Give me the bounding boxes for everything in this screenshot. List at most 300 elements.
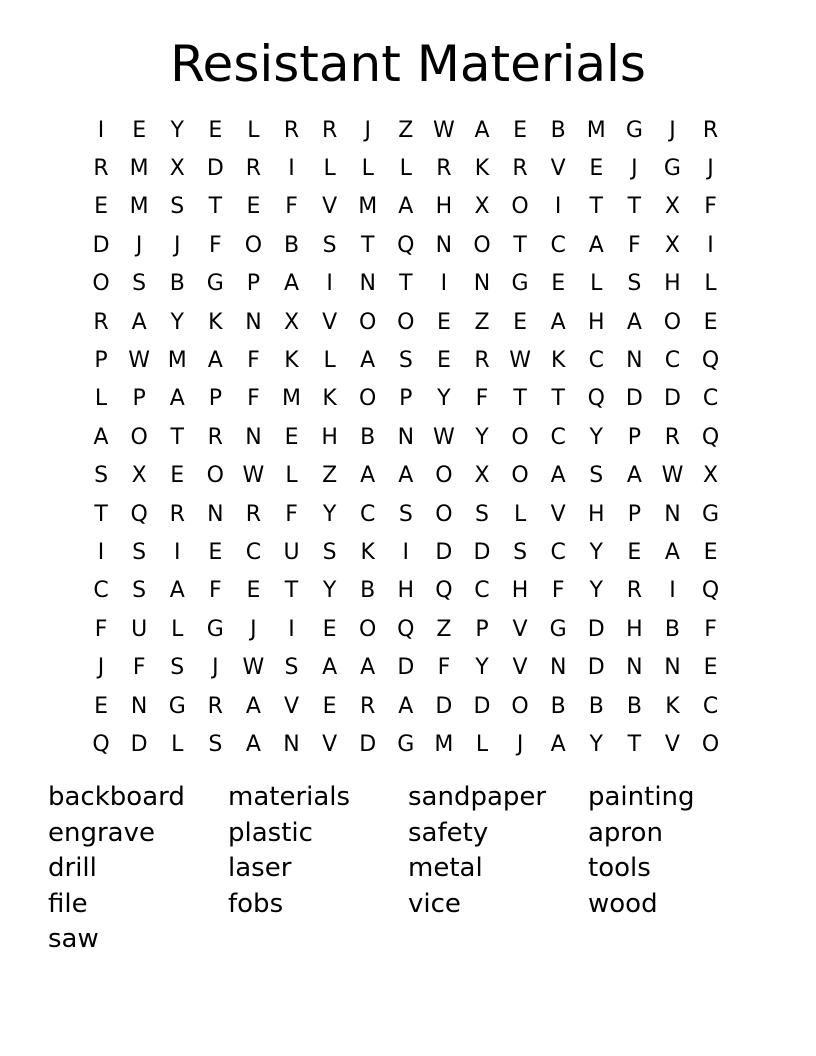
grid-letter[interactable]: R: [436, 156, 452, 182]
grid-letter[interactable]: Q: [435, 578, 453, 604]
grid-letter[interactable]: T: [627, 194, 642, 220]
grid-letter[interactable]: O: [206, 463, 224, 489]
grid-letter[interactable]: O: [92, 271, 110, 297]
grid-letter[interactable]: H: [511, 578, 529, 604]
grid-letter[interactable]: I: [288, 616, 295, 642]
grid-letter[interactable]: K: [550, 348, 566, 374]
grid-letter[interactable]: G: [168, 693, 186, 719]
grid-letter[interactable]: E: [170, 463, 185, 489]
grid-letter[interactable]: C: [588, 348, 604, 374]
grid-letter[interactable]: E: [551, 271, 566, 297]
grid-letter[interactable]: B: [360, 578, 376, 604]
grid-letter[interactable]: Q: [587, 386, 605, 412]
grid-letter[interactable]: S: [170, 655, 185, 681]
grid-letter[interactable]: B: [283, 232, 300, 258]
grid-letter[interactable]: I: [707, 232, 714, 258]
grid-letter[interactable]: A: [360, 348, 376, 374]
grid-letter[interactable]: F: [247, 386, 260, 412]
grid-letter[interactable]: R: [360, 693, 376, 719]
grid-letter[interactable]: E: [436, 348, 451, 374]
grid-letter[interactable]: H: [321, 424, 338, 450]
grid-letter[interactable]: S: [132, 271, 147, 297]
grid-letter[interactable]: T: [589, 194, 603, 220]
grid-letter[interactable]: E: [513, 117, 528, 143]
grid-letter[interactable]: E: [322, 616, 337, 642]
grid-row: [82, 149, 730, 187]
grid-letter[interactable]: I: [173, 539, 181, 565]
grid-letter[interactable]: D: [625, 386, 643, 412]
grid-letter[interactable]: T: [627, 731, 642, 757]
grid-letter[interactable]: A: [474, 117, 490, 143]
grid-letter[interactable]: L: [323, 156, 336, 182]
grid-letter[interactable]: R: [93, 309, 109, 335]
grid-letter[interactable]: K: [322, 386, 337, 412]
grid-letter[interactable]: R: [169, 501, 185, 527]
grid-letter[interactable]: N: [397, 424, 415, 450]
grid-letter[interactable]: X: [169, 156, 185, 182]
grid-letter[interactable]: M: [282, 386, 301, 412]
grid-letter[interactable]: I: [440, 271, 448, 297]
grid-letter[interactable]: W: [661, 463, 684, 489]
grid-letter[interactable]: V: [322, 731, 338, 757]
grid-letter[interactable]: D: [587, 616, 605, 642]
grid-letter[interactable]: S: [627, 271, 642, 297]
grid-letter[interactable]: D: [130, 731, 148, 757]
grid-letter[interactable]: E: [208, 539, 223, 565]
grid-letter[interactable]: A: [245, 731, 261, 757]
grid-letter[interactable]: L: [399, 156, 412, 182]
grid-letter[interactable]: F: [628, 232, 641, 258]
grid-letter[interactable]: V: [512, 616, 528, 642]
grid-letter[interactable]: Z: [398, 117, 414, 143]
grid-letter[interactable]: S: [513, 539, 528, 565]
grid-letter[interactable]: K: [360, 539, 375, 565]
grid-letter[interactable]: S: [398, 348, 413, 374]
grid-letter[interactable]: M: [129, 156, 149, 182]
grid-letter[interactable]: Q: [130, 501, 148, 527]
grid-letter[interactable]: E: [436, 309, 451, 335]
grid-letter[interactable]: T: [513, 232, 527, 258]
grid-letter[interactable]: J: [669, 117, 676, 143]
grid-letter[interactable]: E: [322, 693, 337, 719]
grid-letter[interactable]: C: [474, 578, 490, 604]
grid-letter[interactable]: F: [285, 501, 298, 527]
grid-letter[interactable]: T: [170, 424, 184, 450]
grid-letter[interactable]: L: [361, 156, 374, 182]
grid-letter[interactable]: J: [250, 616, 257, 642]
grid-letter[interactable]: A: [131, 309, 147, 335]
grid-letter[interactable]: D: [359, 731, 377, 757]
grid-letter[interactable]: F: [132, 655, 146, 681]
grid-letter[interactable]: F: [247, 348, 260, 374]
grid-letter[interactable]: E: [246, 578, 261, 604]
grid-letter[interactable]: N: [626, 348, 643, 374]
grid-letter[interactable]: O: [359, 309, 377, 335]
grid-letter[interactable]: E: [94, 693, 108, 719]
grid-letter[interactable]: P: [94, 348, 108, 374]
grid-letter[interactable]: L: [94, 386, 108, 412]
grid-letter[interactable]: K: [284, 348, 299, 374]
grid-letter[interactable]: W: [242, 655, 265, 681]
word-list-item: laser: [228, 853, 292, 883]
word-list-item: engrave: [48, 817, 155, 848]
grid-row: [82, 226, 730, 264]
grid-letter[interactable]: W: [128, 348, 151, 374]
grid-letter[interactable]: S: [132, 539, 147, 565]
grid-letter[interactable]: L: [513, 501, 527, 527]
grid-letter[interactable]: U: [283, 539, 300, 565]
grid-letter[interactable]: V: [664, 731, 680, 757]
word-list-item: plastic: [228, 817, 313, 848]
grid-letter[interactable]: G: [206, 616, 224, 642]
grid-letter[interactable]: O: [473, 232, 491, 258]
grid-letter[interactable]: V: [550, 156, 566, 182]
grid-letter[interactable]: E: [703, 309, 718, 335]
grid-letter[interactable]: A: [169, 386, 185, 412]
grid-letter[interactable]: E: [589, 156, 604, 182]
grid-letter[interactable]: A: [283, 271, 300, 297]
grid-letter[interactable]: S: [589, 463, 604, 489]
grid-letter[interactable]: E: [208, 117, 223, 143]
grid-letter[interactable]: J: [173, 232, 181, 258]
grid-letter[interactable]: P: [627, 501, 641, 527]
grid-letter[interactable]: G: [206, 271, 224, 297]
grid-letter[interactable]: E: [246, 194, 261, 220]
grid-letter[interactable]: Q: [701, 424, 720, 450]
grid-letter[interactable]: E: [703, 655, 718, 681]
grid-letter[interactable]: L: [323, 348, 336, 374]
grid-letter[interactable]: L: [590, 271, 603, 297]
grid-letter[interactable]: S: [475, 501, 489, 527]
grid-letter[interactable]: E: [513, 309, 528, 335]
grid-letter[interactable]: R: [245, 156, 262, 182]
grid-letter[interactable]: L: [704, 271, 717, 297]
grid-letter[interactable]: H: [626, 616, 643, 642]
grid-letter[interactable]: C: [550, 232, 566, 258]
grid-letter[interactable]: Z: [322, 463, 338, 489]
grid-letter[interactable]: F: [704, 616, 717, 642]
grid-letter[interactable]: O: [359, 616, 377, 642]
grid-letter[interactable]: I: [402, 539, 410, 565]
grid-letter[interactable]: K: [474, 156, 490, 182]
grid-letter[interactable]: A: [550, 309, 566, 335]
grid-letter[interactable]: B: [588, 693, 604, 719]
grid-letter[interactable]: O: [435, 463, 453, 489]
grid-letter[interactable]: X: [131, 463, 147, 489]
grid-row: [82, 572, 730, 610]
grid-letter[interactable]: I: [554, 194, 562, 220]
grid-letter[interactable]: D: [92, 232, 110, 258]
grid-letter[interactable]: R: [626, 578, 642, 604]
grid-letter[interactable]: N: [245, 309, 262, 335]
grid-letter[interactable]: N: [435, 232, 453, 258]
grid-letter[interactable]: Q: [701, 578, 720, 604]
grid-letter[interactable]: Y: [589, 731, 603, 757]
grid-letter[interactable]: E: [94, 194, 108, 220]
grid-letter[interactable]: T: [513, 386, 527, 412]
grid-letter[interactable]: B: [169, 271, 185, 297]
grid-letter[interactable]: J: [516, 731, 524, 757]
grid-letter[interactable]: D: [663, 386, 681, 412]
grid-letter[interactable]: J: [97, 655, 105, 681]
grid-letter[interactable]: O: [663, 309, 682, 335]
grid-letter[interactable]: I: [97, 117, 105, 143]
grid-letter[interactable]: S: [322, 232, 337, 258]
grid-letter[interactable]: A: [398, 463, 414, 489]
grid-letter[interactable]: R: [321, 117, 338, 143]
grid-letter[interactable]: S: [94, 463, 109, 489]
grid-letter[interactable]: K: [208, 309, 223, 335]
grid-letter[interactable]: J: [212, 655, 219, 681]
grid-letter[interactable]: R: [245, 501, 262, 527]
word-list-item: file: [48, 888, 88, 919]
grid-letter[interactable]: O: [130, 424, 148, 450]
grid-letter[interactable]: O: [511, 463, 529, 489]
grid-letter[interactable]: K: [665, 693, 680, 719]
grid-letter[interactable]: G: [625, 117, 643, 143]
grid-letter[interactable]: F: [209, 578, 222, 604]
grid-letter[interactable]: E: [132, 117, 147, 143]
grid-letter[interactable]: O: [244, 232, 263, 258]
grid-letter[interactable]: D: [435, 693, 453, 719]
grid-letter[interactable]: G: [702, 501, 720, 527]
grid-letter[interactable]: W: [433, 424, 455, 450]
grid-letter[interactable]: F: [475, 386, 489, 412]
grid-letter[interactable]: N: [283, 731, 300, 757]
grid-letter[interactable]: N: [473, 271, 491, 297]
grid-letter[interactable]: T: [284, 578, 299, 604]
grid-letter[interactable]: L: [285, 463, 298, 489]
grid-letter[interactable]: A: [245, 693, 261, 719]
grid-letter[interactable]: X: [664, 232, 680, 258]
grid-letter[interactable]: C: [360, 501, 376, 527]
grid-letter[interactable]: C: [93, 578, 109, 604]
grid-letter[interactable]: Y: [170, 309, 184, 335]
grid-letter[interactable]: V: [283, 693, 300, 719]
grid-letter[interactable]: T: [399, 271, 413, 297]
grid-letter[interactable]: I: [669, 578, 676, 604]
grid-letter[interactable]: Y: [322, 501, 337, 527]
grid-letter[interactable]: A: [360, 655, 376, 681]
grid-letter[interactable]: O: [511, 194, 529, 220]
grid-letter[interactable]: H: [435, 194, 453, 220]
grid-letter[interactable]: F: [437, 655, 451, 681]
grid-letter[interactable]: P: [246, 271, 261, 297]
grid-letter[interactable]: F: [285, 194, 298, 220]
grid-letter[interactable]: Y: [475, 655, 489, 681]
grid-letter[interactable]: Y: [437, 386, 451, 412]
grid-letter[interactable]: R: [93, 156, 109, 182]
grid-letter[interactable]: A: [550, 731, 566, 757]
grid-letter[interactable]: I: [97, 539, 105, 565]
grid-letter[interactable]: S: [398, 501, 413, 527]
grid-letter[interactable]: E: [703, 539, 718, 565]
grid-letter[interactable]: T: [208, 194, 223, 220]
grid-letter[interactable]: E: [284, 424, 299, 450]
grid-letter[interactable]: E: [627, 539, 642, 565]
grid-letter[interactable]: Y: [589, 578, 603, 604]
grid-letter[interactable]: C: [702, 693, 719, 719]
word-list-item: fobs: [228, 888, 284, 919]
grid-letter[interactable]: F: [209, 232, 222, 258]
grid-letter[interactable]: J: [135, 232, 143, 258]
grid-letter[interactable]: G: [549, 616, 567, 642]
grid-letter[interactable]: W: [242, 463, 265, 489]
grid-letter[interactable]: R: [702, 117, 719, 143]
grid-letter[interactable]: D: [206, 156, 224, 182]
grid-letter[interactable]: D: [473, 693, 491, 719]
grid-letter[interactable]: I: [326, 271, 333, 297]
grid-letter[interactable]: G: [663, 156, 681, 182]
grid-letter[interactable]: T: [94, 501, 108, 527]
grid-letter[interactable]: O: [511, 424, 529, 450]
grid-letter[interactable]: X: [474, 194, 490, 220]
grid-letter[interactable]: V: [550, 501, 566, 527]
grid-letter[interactable]: M: [434, 731, 454, 757]
grid-letter[interactable]: I: [288, 156, 295, 182]
grid-letter[interactable]: P: [208, 386, 222, 412]
grid-letter[interactable]: Q: [397, 232, 415, 258]
grid-letter[interactable]: W: [433, 117, 455, 143]
grid-letter[interactable]: T: [551, 386, 565, 412]
word-list-item: vice: [408, 888, 461, 919]
grid-letter[interactable]: C: [702, 386, 719, 412]
grid-letter[interactable]: N: [626, 655, 643, 681]
grid-letter[interactable]: F: [94, 616, 108, 642]
grid-letter[interactable]: O: [359, 386, 377, 412]
grid-letter[interactable]: X: [474, 463, 490, 489]
grid-letter[interactable]: Q: [397, 616, 415, 642]
grid-letter[interactable]: A: [360, 463, 376, 489]
grid-letter[interactable]: A: [626, 463, 642, 489]
grid-letter[interactable]: R: [512, 156, 528, 182]
grid-letter[interactable]: H: [587, 309, 605, 335]
grid-letter[interactable]: B: [626, 693, 642, 719]
grid-letter[interactable]: F: [551, 578, 565, 604]
grid-letter[interactable]: Y: [589, 424, 603, 450]
grid-letter[interactable]: Z: [436, 616, 452, 642]
grid-letter[interactable]: N: [207, 501, 224, 527]
grid-letter[interactable]: P: [475, 616, 489, 642]
grid-letter[interactable]: A: [626, 309, 642, 335]
grid-letter[interactable]: G: [397, 731, 415, 757]
grid-letter[interactable]: A: [169, 578, 185, 604]
grid-letter[interactable]: B: [360, 424, 376, 450]
grid-letter[interactable]: V: [322, 309, 338, 335]
grid-letter[interactable]: S: [322, 539, 337, 565]
grid-letter[interactable]: N: [359, 271, 376, 297]
grid-letter[interactable]: J: [364, 117, 371, 143]
grid-letter[interactable]: P: [627, 424, 641, 450]
grid-letter[interactable]: Y: [322, 578, 337, 604]
grid-letter[interactable]: S: [132, 578, 147, 604]
grid-letter[interactable]: B: [550, 693, 566, 719]
grid-letter[interactable]: X: [283, 309, 300, 335]
grid-letter[interactable]: V: [322, 194, 338, 220]
grid-letter[interactable]: M: [586, 117, 606, 143]
grid-letter[interactable]: W: [509, 348, 531, 374]
grid-letter[interactable]: N: [130, 693, 148, 719]
grid-letter[interactable]: C: [664, 348, 681, 374]
grid-letter[interactable]: Y: [170, 117, 184, 143]
grid-letter[interactable]: N: [245, 424, 262, 450]
grid-letter[interactable]: O: [435, 501, 453, 527]
grid-letter[interactable]: C: [550, 424, 566, 450]
grid-letter[interactable]: L: [247, 117, 260, 143]
grid-letter[interactable]: A: [398, 693, 414, 719]
grid-letter[interactable]: S: [208, 731, 223, 757]
grid-letter[interactable]: L: [475, 731, 489, 757]
grid-letter[interactable]: H: [664, 271, 681, 297]
grid-letter[interactable]: Q: [701, 348, 720, 374]
grid-row: [82, 418, 730, 456]
grid-letter[interactable]: A: [398, 194, 414, 220]
grid-letter[interactable]: X: [664, 194, 680, 220]
grid-letter[interactable]: A: [322, 655, 338, 681]
grid-letter[interactable]: F: [704, 194, 717, 220]
grid-letter[interactable]: O: [397, 309, 415, 335]
grid-letter[interactable]: P: [399, 386, 413, 412]
grid-letter[interactable]: L: [171, 616, 184, 642]
grid-letter[interactable]: B: [550, 117, 566, 143]
grid-letter[interactable]: V: [512, 655, 528, 681]
grid-letter[interactable]: U: [131, 616, 148, 642]
grid-letter[interactable]: H: [587, 501, 605, 527]
grid-letter[interactable]: Y: [475, 424, 489, 450]
grid-letter[interactable]: A: [93, 424, 109, 450]
grid-letter[interactable]: A: [550, 463, 566, 489]
grid-letter[interactable]: R: [207, 693, 223, 719]
grid-letter[interactable]: R: [207, 424, 223, 450]
grid-letter[interactable]: A: [207, 348, 223, 374]
grid-letter[interactable]: J: [631, 156, 638, 182]
grid-letter[interactable]: Q: [92, 731, 110, 757]
grid-letter[interactable]: B: [664, 616, 680, 642]
grid-letter[interactable]: T: [360, 232, 375, 258]
grid-letter[interactable]: N: [664, 501, 681, 527]
grid-letter[interactable]: P: [132, 386, 146, 412]
grid-letter[interactable]: L: [171, 731, 184, 757]
grid-letter[interactable]: O: [701, 731, 720, 757]
grid-letter[interactable]: Y: [589, 539, 603, 565]
grid-letter[interactable]: H: [397, 578, 415, 604]
grid-letter[interactable]: R: [664, 424, 681, 450]
grid-letter[interactable]: M: [129, 194, 149, 220]
grid-letter[interactable]: D: [435, 539, 453, 565]
grid-letter[interactable]: G: [511, 271, 529, 297]
grid-letter[interactable]: M: [167, 348, 187, 374]
grid-letter[interactable]: X: [703, 463, 719, 489]
grid-letter[interactable]: A: [664, 539, 680, 565]
grid-row: [82, 380, 730, 418]
grid-letter[interactable]: N: [549, 655, 567, 681]
grid-letter[interactable]: J: [707, 156, 714, 182]
grid-letter[interactable]: A: [588, 232, 604, 258]
grid-letter[interactable]: R: [283, 117, 300, 143]
grid-letter[interactable]: M: [358, 194, 378, 220]
grid-letter[interactable]: R: [474, 348, 490, 374]
grid-letter[interactable]: D: [473, 539, 491, 565]
grid-letter[interactable]: D: [587, 655, 605, 681]
grid-letter[interactable]: Z: [474, 309, 490, 335]
grid-letter[interactable]: S: [170, 194, 185, 220]
grid-letter[interactable]: C: [550, 539, 566, 565]
grid-letter[interactable]: S: [284, 655, 299, 681]
grid-letter[interactable]: O: [511, 693, 529, 719]
grid-letter[interactable]: N: [664, 655, 681, 681]
grid-letter[interactable]: D: [397, 655, 415, 681]
grid-letter[interactable]: C: [245, 539, 262, 565]
